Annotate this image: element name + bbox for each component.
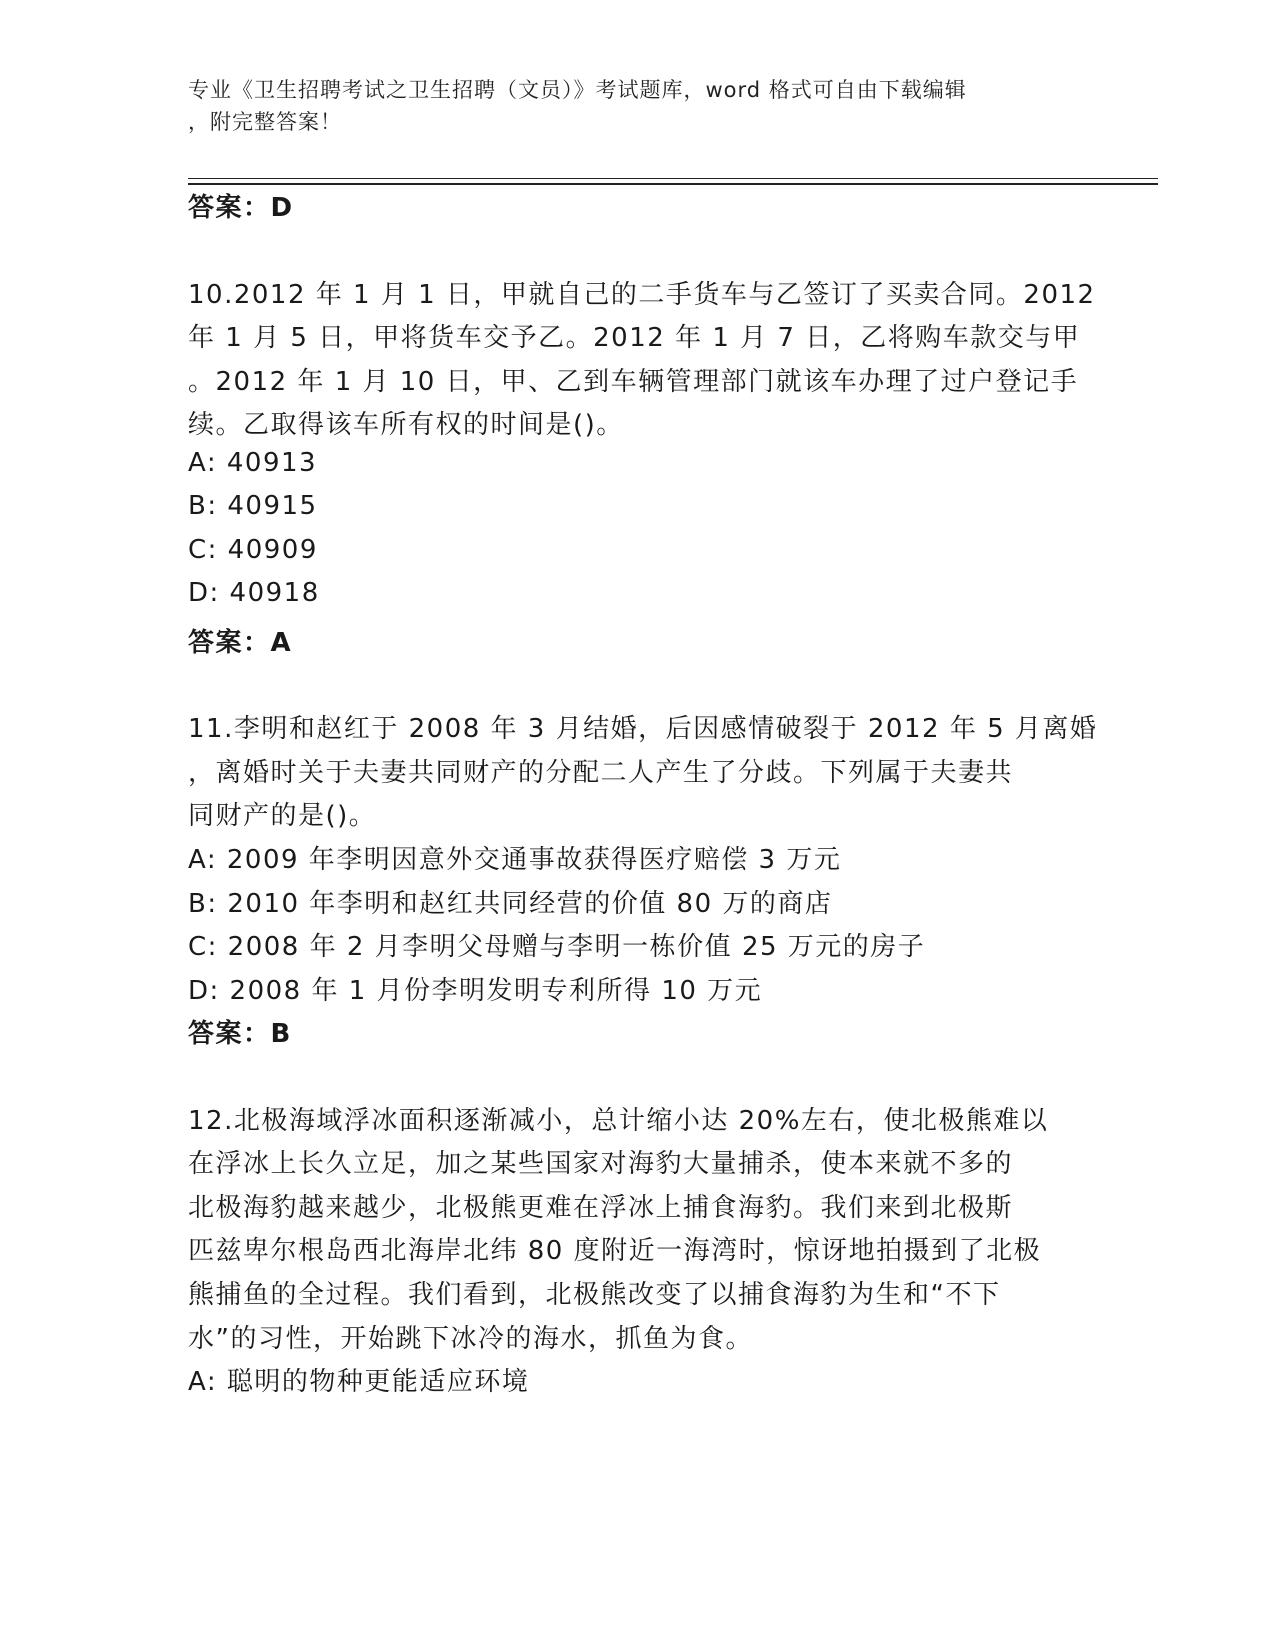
question-11-answer: 答案：B (188, 1019, 292, 1049)
header-line-1: 专业《卫生招聘考试之卫生招聘（文员）》考试题库，word 格式可自由下载编辑 (188, 78, 967, 102)
question-12-option-a: A: 聪明的物种更能适应环境 (188, 1367, 530, 1397)
question-11-option-d: D: 2008 年 1 月份李明发明专利所得 10 万元 (188, 976, 763, 1006)
question-11-stem-line-3: 同财产的是()。 (188, 801, 377, 831)
question-11-stem-line-2: ，离婚时关于夫妻共同财产的分配二人产生了分歧。下列属于夫妻共 (188, 758, 1014, 788)
header-divider-thick (188, 183, 1158, 185)
question-12-stem-line-4: 匹兹卑尔根岛西北海岸北纬 80 度附近一海湾时，惊讶地拍摄到了北极 (188, 1236, 1042, 1266)
question-12-stem-line-6: 水”的习性，开始跳下冰冷的海水，抓鱼为食。 (188, 1324, 753, 1354)
question-10-option-d: D: 40918 (188, 578, 320, 608)
question-11-option-c: C: 2008 年 2 月李明父母赠与李明一栋价值 25 万元的房子 (188, 932, 926, 962)
question-12-stem-line-3: 北极海豹越来越少，北极熊更难在浮冰上捕食海豹。我们来到北极斯 (188, 1193, 1014, 1223)
question-10-option-c: C: 40909 (188, 535, 318, 565)
question-12-stem-line-5: 熊捕鱼的全过程。我们看到，北极熊改变了以捕食海豹为生和“不下 (188, 1280, 1001, 1310)
question-11-stem-line-1: 11.李明和赵红于 2008 年 3 月结婚，后因感情破裂于 2012 年 5 月离婚 (188, 714, 1098, 744)
question-10-stem-line-3: 。2012 年 1 月 10 日，甲、乙到车辆管理部门就该车办理了过户登记手 (188, 367, 1079, 397)
question-10-stem-line-1: 10.2012 年 1 月 1 日，甲就自己的二手货车与乙签订了买卖合同。2012 (188, 280, 1096, 310)
question-11-option-b: B: 2010 年李明和赵红共同经营的价值 80 万的商店 (188, 889, 833, 919)
question-10-option-a: A: 40913 (188, 448, 318, 478)
question-12-stem-line-2: 在浮冰上长久立足，加之某些国家对海豹大量捕杀，使本来就不多的 (188, 1149, 1014, 1179)
question-10-stem-line-4: 续。乙取得该车所有权的时间是()。 (188, 410, 624, 440)
header-divider-thin (188, 178, 1158, 179)
page-header (188, 74, 1088, 138)
header-line-2: ，附完整答案！ (188, 110, 342, 134)
question-10-option-b: B: 40915 (188, 491, 318, 521)
question-10-stem-line-2: 年 1 月 5 日，甲将货车交予乙。2012 年 1 月 7 日，乙将购车款交与甲 (188, 323, 1081, 353)
question-10-answer: 答案：A (188, 628, 293, 658)
previous-answer: 答案：D (188, 193, 294, 223)
question-11-option-a: A: 2009 年李明因意外交通事故获得医疗赔偿 3 万元 (188, 845, 842, 875)
question-12-stem-line-1: 12.北极海域浮冰面积逐渐减小，总计缩小达 20%左右，使北极熊难以 (188, 1106, 1049, 1136)
